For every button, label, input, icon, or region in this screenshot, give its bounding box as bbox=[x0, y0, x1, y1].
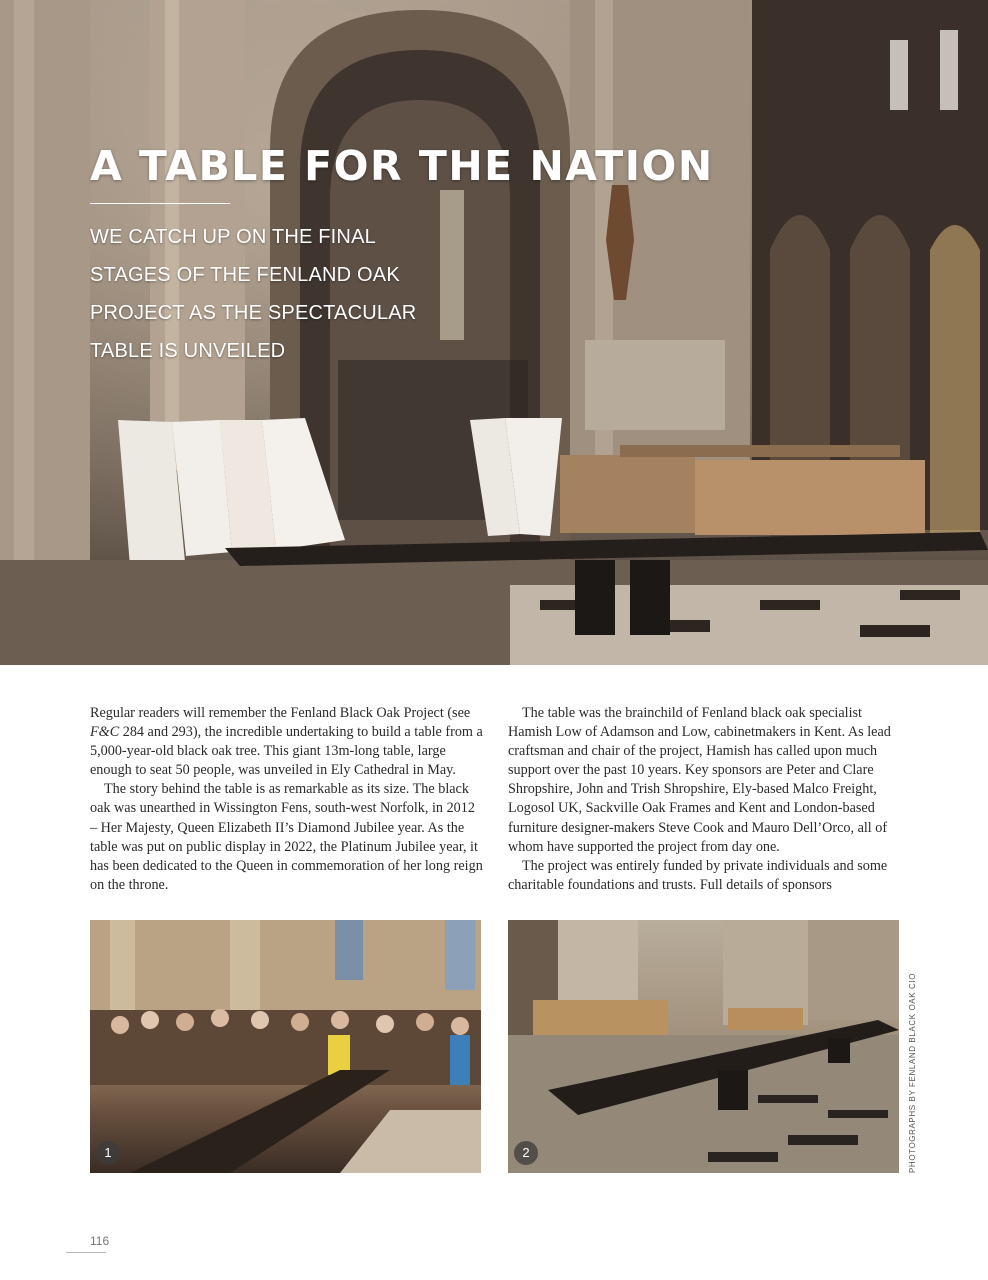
body-paragraph bbox=[90, 704, 483, 780]
table-in-nave-illustration bbox=[508, 920, 899, 1173]
body-text: Regular readers will remember the Fenland Black Oak Project (see bbox=[90, 705, 471, 721]
article-standfirst: WE CATCH UP ON THE FINAL STAGES OF THE FENLAND OAK PROJECT AS THE SPECTACULAR TABLE IS UNVEILED bbox=[90, 226, 417, 362]
photo-number-badge: 1 bbox=[96, 1141, 120, 1165]
headline-divider bbox=[90, 203, 230, 204]
photo-number-badge: 2 bbox=[514, 1141, 538, 1165]
body-paragraph: The story behind the table is as remarkable as its size. The black oak was unearthed in Wissington Fens, south-west Norfolk, in 2012 – Her Majesty, Queen Elizabeth II’s Diamond Jubilee year. As the table was put on public display in 2022, the Platinum Jubilee year, it has been dedicated to the Queen in commemoration of her long reign on the throne. bbox=[90, 781, 483, 893]
article-headline: A TABLE FOR THE NATION bbox=[90, 142, 714, 190]
photo-unveiling-crowd bbox=[90, 920, 481, 1173]
page-number-rule bbox=[66, 1252, 106, 1253]
photo-table-in-nave bbox=[508, 920, 899, 1173]
body-text: 284 and 293), the incredible undertaking to build a table from a 5,000-year-old black oak tree. This giant 13m-long table, large enough to seat 50 people, was unveiled in Ely Cathedral in May. bbox=[90, 724, 483, 779]
body-paragraph: The table was the brainchild of Fenland black oak specialist Hamish Low of Adamson and Low, cabinetmakers in Kent. As lead craftsman and chair of the project, Hamish has called upon much support over the past 10 years. Key sponsors are Peter and Clare Shropshire, John and Trish Shropshire, Ely-based Malco Freight, Logosol UK, Sackville Oak Frames and Kent and London-based furniture designer-makers Steve Cook and Mauro Dell’Orco, all of whom have supported the project from day one. bbox=[508, 705, 891, 855]
page-number: 116 bbox=[90, 1234, 110, 1248]
magazine-reference: F&C bbox=[90, 724, 120, 741]
crowd-around-table-illustration bbox=[90, 920, 481, 1173]
body-paragraph: The project was entirely funded by private individuals and some charitable foundations and trusts. Full details of sponsors bbox=[508, 857, 888, 893]
photo-credit-text: PHOTOGRAPHS BY FENLAND BLACK OAK CIO bbox=[908, 972, 917, 1173]
body-column-right bbox=[508, 704, 901, 895]
body-column-left bbox=[90, 704, 483, 895]
